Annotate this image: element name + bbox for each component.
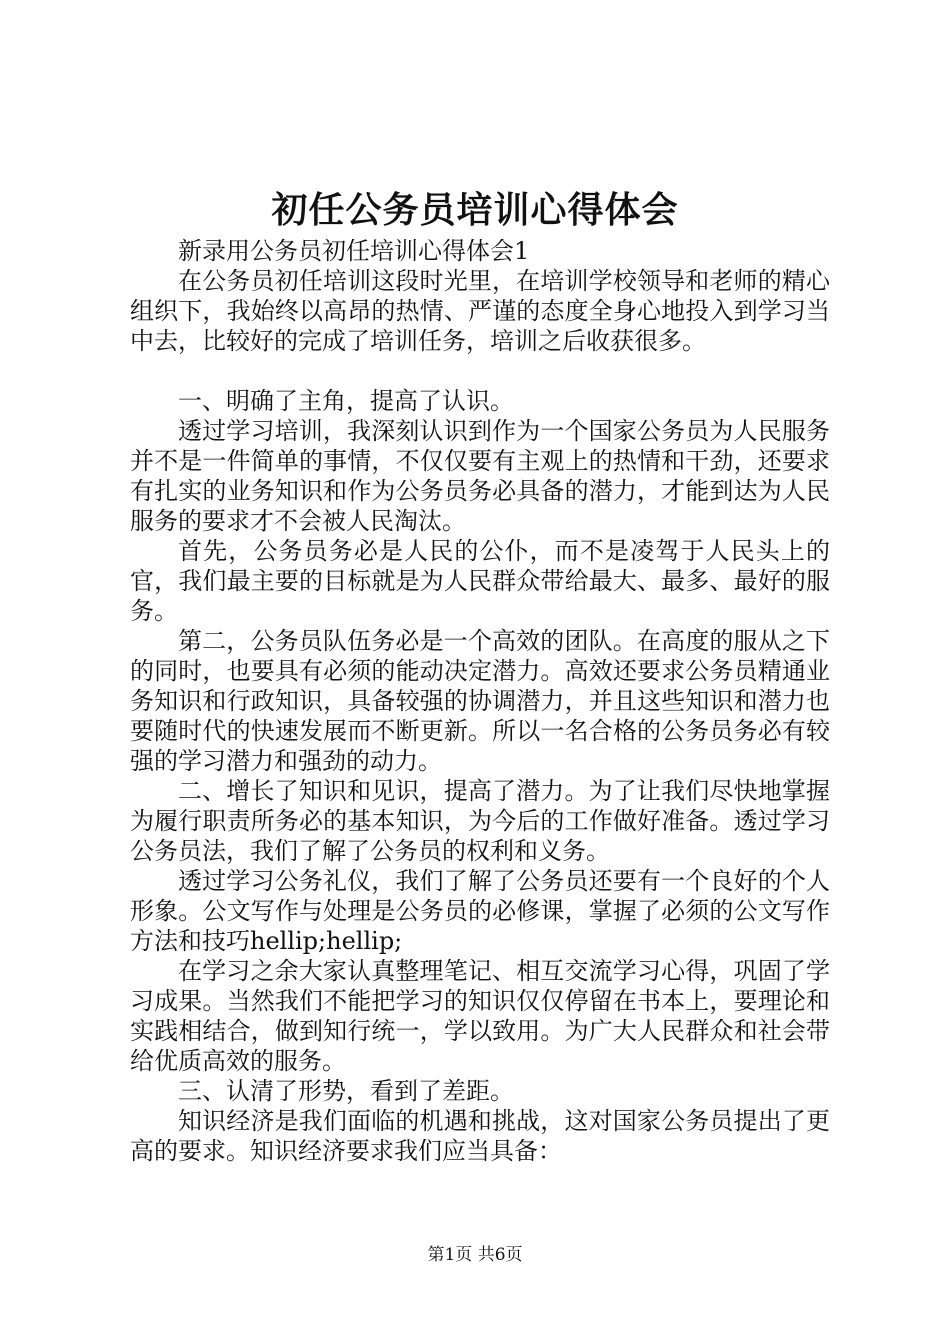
body-paragraph: 在学习之余大家认真整理笔记、相互交流学习心得，巩固了学习成果。当然我们不能把学习的知识仅仅停留在书本上，要理论和实践相结合，做到知行统一，学以致用。为广大人民群众和社会带给优质高效的服务。 [130,957,830,1075]
body-paragraph: 第二，公务员队伍务必是一个高效的团队。在高度的服从之下的同时，也要具有必须的能动决定潜力。高效还要求公务员精通业务知识和行政知识，具备较强的协调潜力，并且这些知识和潜力也要随时代的快速发展而不断更新。所以一名合格的公务员务必有较强的学习潜力和强劲的动力。 [130,627,830,775]
page-footer: 第1页 共6页 [427,1245,523,1265]
body-paragraph: 透过学习公务礼仪，我们了解了公务员还要有一个良好的个人形象。公文写作与处理是公务员的必修课，掌握了必须的公文写作方法和技巧hellip;hellip; [130,867,830,955]
section-heading: 一、明确了主角，提高了认识。 [178,387,514,415]
section-heading: 二、增长了知识和见识，提高了潜力。为了让我们尽快地掌握为履行职责所务必的基本知识，为今后的工作做好准备。透过学习公务员法，我们了解了公务员的权利和义务。 [130,777,830,865]
body-paragraph: 知识经济是我们面临的机遇和挑战，这对国家公务员提出了更高的要求。知识经济要求我们应当具备： [130,1107,830,1165]
subtitle-paragraph: 新录用公务员初任培训心得体会1 [178,237,530,265]
section-heading: 三、认清了形势，看到了差距。 [178,1077,514,1105]
document-title: 初任公务员培训心得体会 [271,189,679,231]
body-paragraph: 透过学习培训，我深刻认识到作为一个国家公务员为人民服务并不是一件简单的事情，不仅仅要有主观上的热情和干劲，还要求有扎实的业务知识和作为公务员务必具备的潜力，才能到达为人民服务的要求才不会被人民淘汰。 [130,417,830,535]
body-paragraph: 首先，公务员务必是人民的公仆，而不是凌驾于人民头上的官，我们最主要的目标就是为人民群众带给最大、最多、最好的服务。 [130,537,830,625]
body-paragraph: 在公务员初任培训这段时光里，在培训学校领导和老师的精心组织下，我始终以高昂的热情、严谨的态度全身心地投入到学习当中去，比较好的完成了培训任务，培训之后收获很多。 [130,267,830,355]
document-body [130,236,830,1166]
